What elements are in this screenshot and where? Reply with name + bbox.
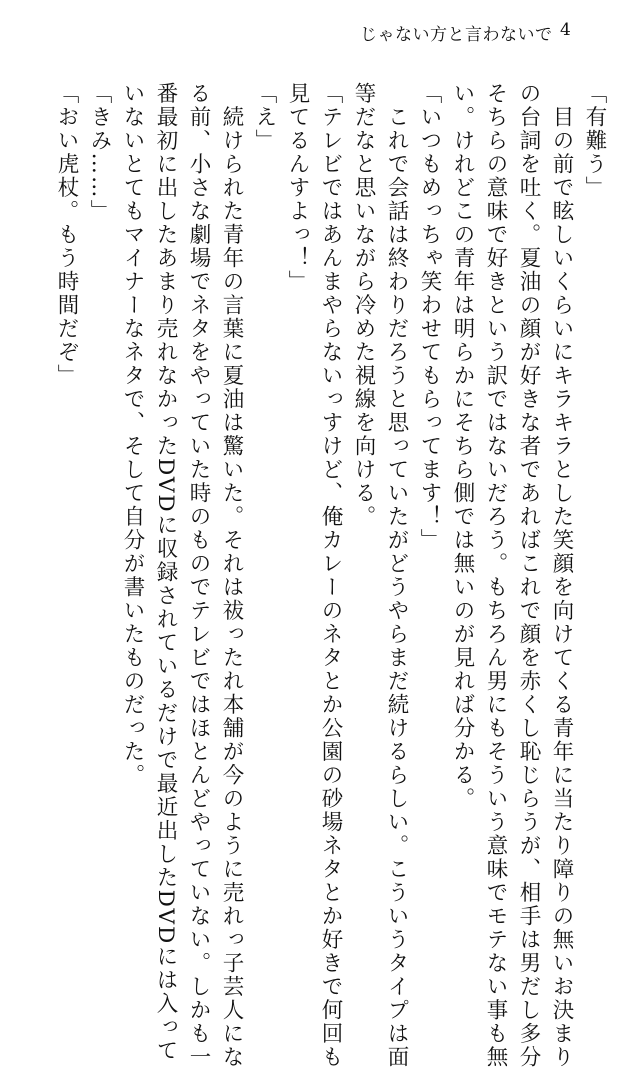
text-column-17: 「おい虎杖。もう時間だぞ」 — [54, 82, 79, 388]
vertical-body-text — [0, 82, 638, 1069]
text-column-10: 見てるんすよっ！」 — [285, 82, 310, 294]
text-column-9: 「テレビではあんまやらないっすけど、俺カレーのネタとか公園の砂場ネタとか好きで何回も — [318, 82, 343, 1069]
text-column-6: 「いつもめっちゃ笑わせてもらってます！」 — [417, 82, 442, 552]
text-column-5: い。けれどこの青年は明らかにそちら側では無いのが見れば分かる。 — [450, 82, 475, 811]
text-column-15: いないとてもマイナーなネタで、そして自分が書いたものだった。 — [120, 82, 145, 787]
text-column-8: 等だなと思いながら冷めた視線を向ける。 — [351, 82, 376, 529]
text-column-3: の台詞を吐く。夏油の顔が好きな者であればこれで顔を赤くし恥じらうが、相手は男だし多分 — [516, 82, 541, 1069]
page-number: 4 — [560, 20, 571, 40]
text-column-13: る前、小さな劇場でネタをやっていた時のものでテレビではほとんどやっていない。しかも一 — [186, 82, 211, 1069]
text-column-11: 「え」 — [252, 82, 277, 153]
text-column-2: 目の前で眩しいくらいにキラキラとした笑顔を向けてくる青年に当たり障りの無いお決まり — [549, 82, 574, 1069]
text-column-1: 「有難う」 — [582, 82, 607, 200]
text-column-12: 続けられた青年の言葉に夏油は驚いた。それは祓ったれ本舗が今のように売れっ子芸人にな — [219, 82, 244, 1069]
text-column-7: これで会話は終わりだろうと思っていたがどうやらまだ続けるらしい。こういうタイプは面 — [384, 82, 409, 1069]
text-column-14: 番最初に出したあまり売れなかったDVDに収録されているだけで最近出したDVDには入って — [153, 82, 178, 1063]
text-column-16: 「きみ……」 — [87, 82, 112, 223]
running-header-title: じゃない方と言わないで — [360, 25, 553, 45]
text-column-4: そちらの意味で好きという訳ではないだろう。もちろん男にもそういう意味でモテない事も無 — [483, 82, 508, 1069]
